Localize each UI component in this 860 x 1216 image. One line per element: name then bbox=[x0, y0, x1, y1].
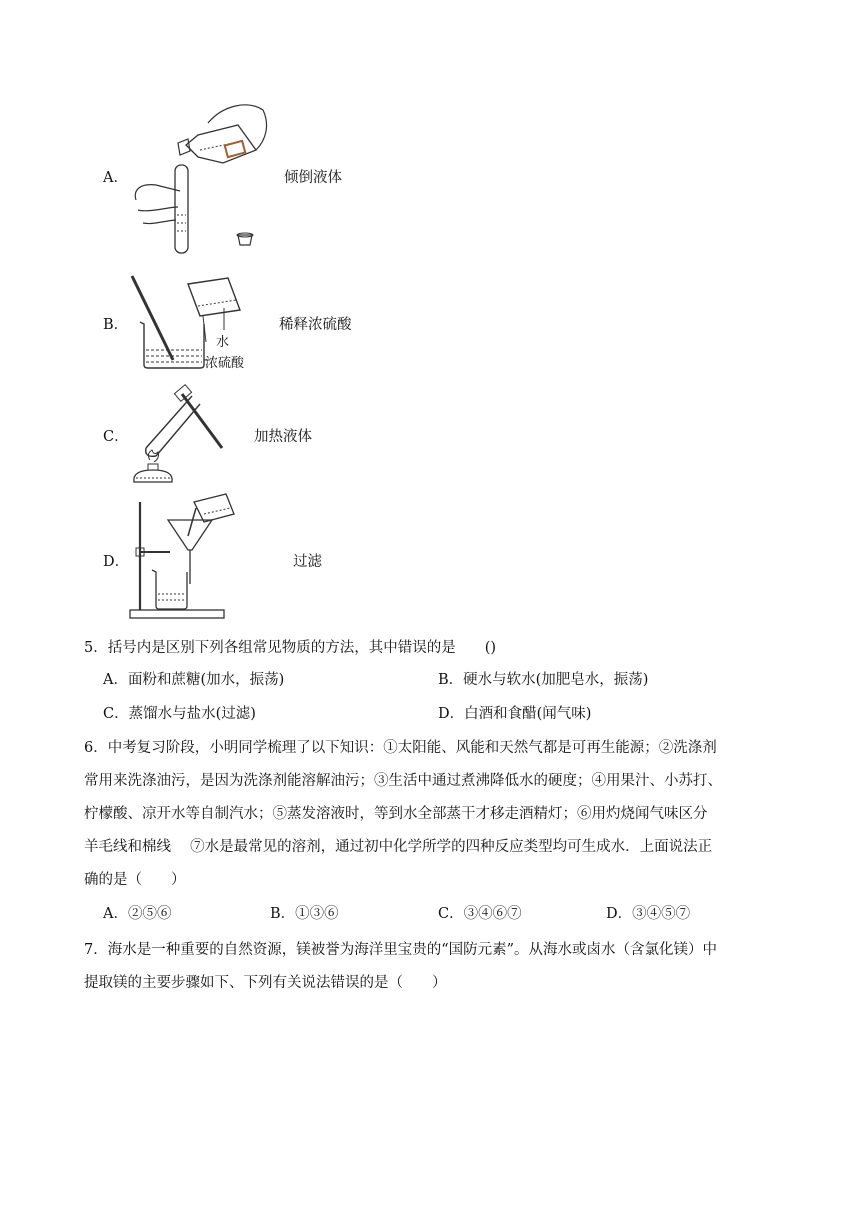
question-stem: 5．括号内是区别下列各组常见物质的方法，其中错误的是 () bbox=[84, 640, 497, 656]
question-line: 提取镁的主要步骤如下、下列有关说法错误的是（ ） bbox=[84, 975, 447, 991]
option-letter: D． bbox=[103, 554, 130, 570]
option-a: A．面粉和蔗糖(加水，振荡) bbox=[103, 672, 285, 688]
figure-label-water: 水 bbox=[216, 335, 230, 350]
filtration-figure bbox=[126, 492, 246, 622]
question-line: 6．中考复习阶段，小明同学梳理了以下知识：①太阳能、风能和天然气都是可再生能源；②洗涤剂 bbox=[84, 740, 717, 756]
option-b: B．①③⑥ bbox=[270, 906, 339, 922]
question-line: 确的是（ ） bbox=[84, 872, 186, 888]
question-line: 柠檬酸、凉开水等自制汽水；⑤蒸发溶液时，等到水全部蒸干才移走酒精灯；⑥用灼烧闻气味区分 bbox=[84, 806, 708, 822]
question-line: 常用来洗涤油污，是因为洗涤剂能溶解油污；③生活中通过煮沸降低水的硬度；④用果汁、小苏打、 bbox=[84, 773, 722, 789]
option-a: A．②⑤⑥ bbox=[103, 906, 172, 922]
option-caption: 过滤 bbox=[293, 554, 322, 570]
option-d: D．白酒和食醋(闻气味) bbox=[438, 706, 592, 722]
option-letter: B． bbox=[103, 317, 129, 333]
option-b: B．硬水与软水(加肥皂水，振荡) bbox=[438, 672, 649, 688]
heating-liquid-figure bbox=[122, 386, 232, 486]
pouring-liquid-figure bbox=[128, 95, 268, 255]
option-caption: 加热液体 bbox=[254, 429, 312, 445]
option-letter: A． bbox=[103, 170, 128, 186]
option-d: D．③④⑤⑦ bbox=[606, 906, 691, 922]
option-c: C．蒸馏水与盐水(过滤) bbox=[103, 706, 256, 722]
option-caption: 稀释浓硫酸 bbox=[279, 317, 352, 333]
question-line: 7．海水是一种重要的自然资源，镁被誉为海洋里宝贵的“国防元素”。从海水或卤水（含氯化镁）中 bbox=[84, 942, 718, 958]
option-caption: 倾倒液体 bbox=[284, 170, 342, 186]
option-letter: C． bbox=[103, 429, 129, 445]
option-c: C．③④⑥⑦ bbox=[438, 906, 522, 922]
question-line: 羊毛线和棉线 ⑦水是最常见的溶剂，通过初中化学所学的四种反应类型均可生成水．上面说法正 bbox=[84, 839, 713, 855]
figure-label-acid: 浓硫酸 bbox=[205, 356, 245, 371]
